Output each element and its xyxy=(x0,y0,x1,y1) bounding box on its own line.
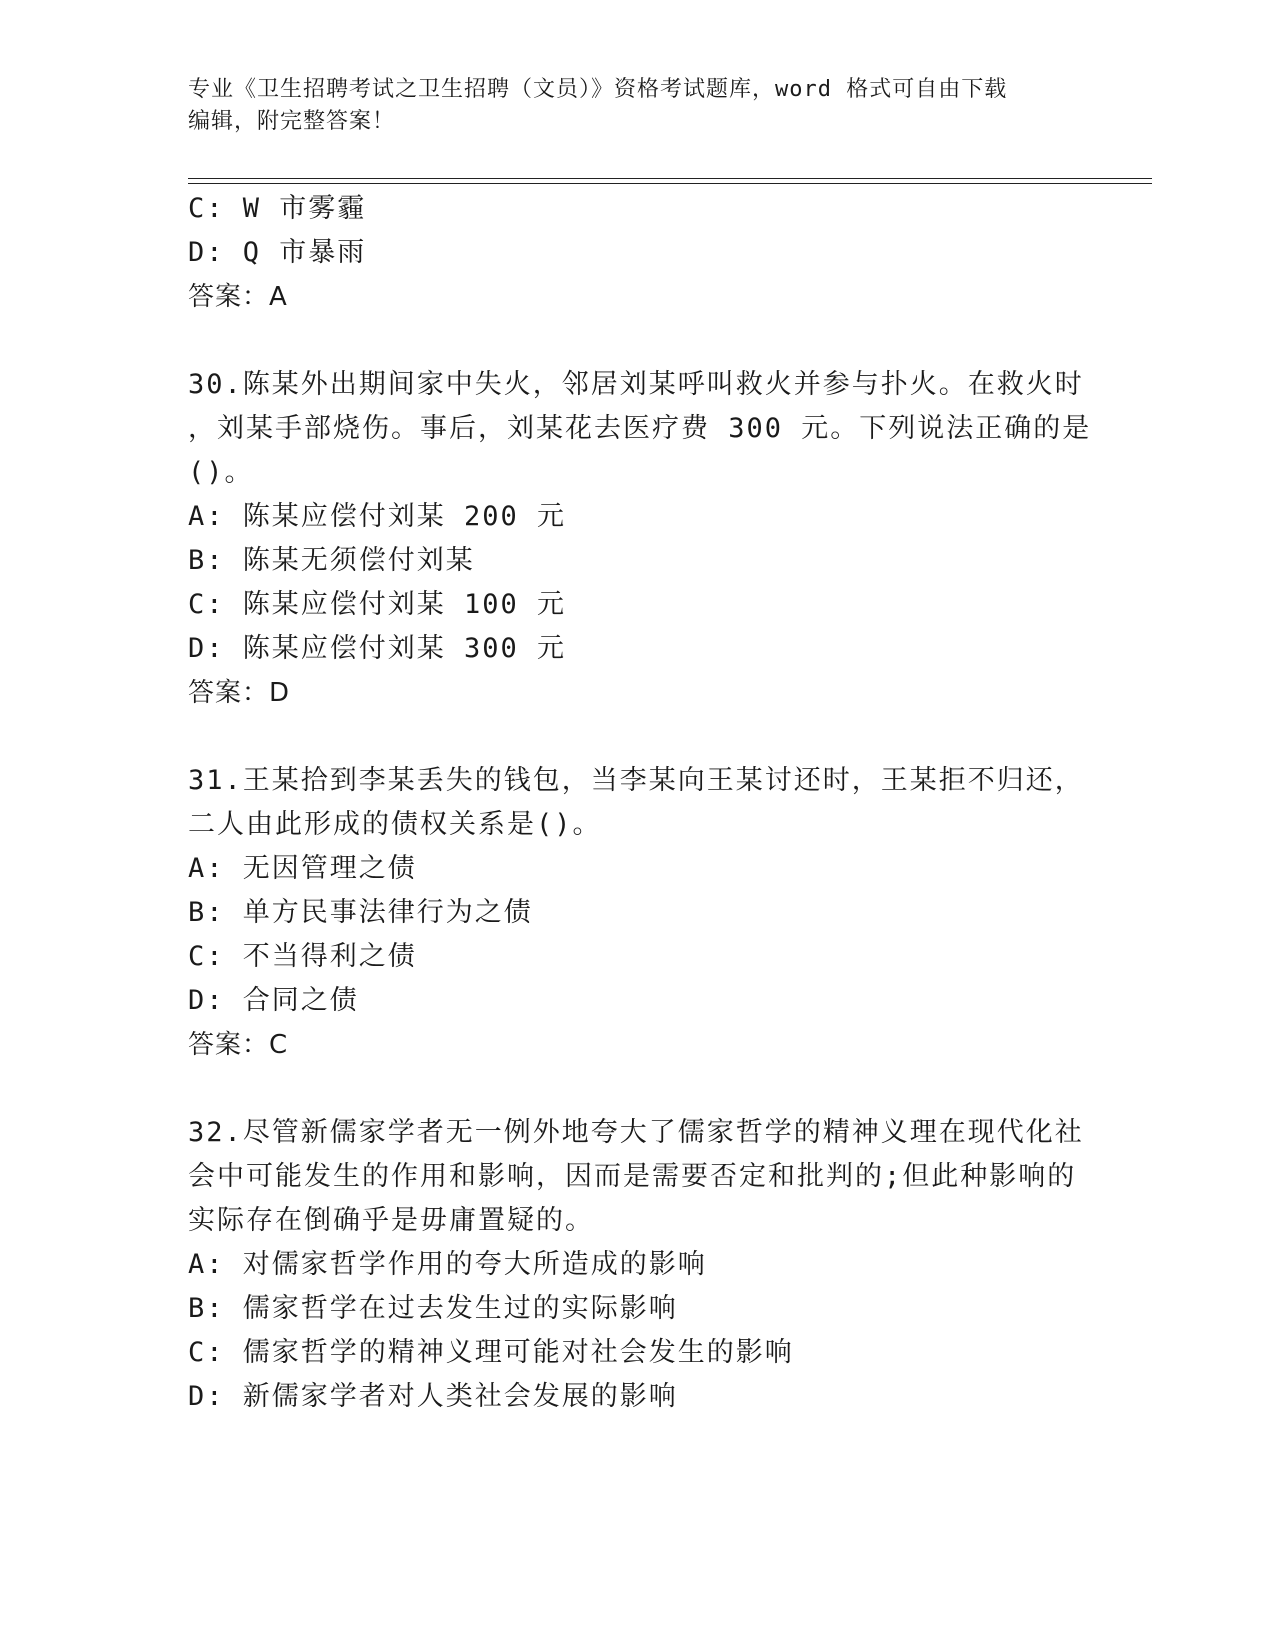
q31-stem-line-1: 31.王某拾到李某丢失的钱包，当李某向王某讨还时，王某拒不归还， xyxy=(188,765,1084,796)
q31-option-d: D: 合同之债 xyxy=(188,985,359,1016)
q31-option-a: A: 无因管理之债 xyxy=(188,853,417,884)
q31-option-b: B: 单方民事法律行为之债 xyxy=(188,897,533,928)
q30-stem-line-2: ，刘某手部烧伤。事后，刘某花去医疗费 300 元。下列说法正确的是 xyxy=(188,413,1092,444)
q30-option-b: B: 陈某无须偿付刘某 xyxy=(188,545,475,576)
q29-option-d: D: Q 市暴雨 xyxy=(188,237,367,268)
header-divider-top xyxy=(188,178,1152,179)
q30-option-a: A: 陈某应偿付刘某 200 元 xyxy=(188,501,567,532)
q32-option-a: A: 对儒家哲学作用的夸大所造成的影响 xyxy=(188,1249,707,1280)
document-header xyxy=(188,74,1088,138)
header-divider-bottom xyxy=(188,183,1152,184)
q29-answer: 答案：A xyxy=(188,282,288,312)
q32-option-b: B: 儒家哲学在过去发生过的实际影响 xyxy=(188,1293,678,1324)
q31-option-c: C: 不当得利之债 xyxy=(188,941,417,972)
q30-option-c: C: 陈某应偿付刘某 100 元 xyxy=(188,589,567,620)
q31-stem-line-2: 二人由此形成的债权关系是()。 xyxy=(188,809,602,840)
q32-stem-line-2: 会中可能发生的作用和影响，因而是需要否定和批判的;但此种影响的 xyxy=(188,1161,1077,1192)
q30-stem-line-3: ()。 xyxy=(188,457,254,488)
q32-option-d: D: 新儒家学者对人类社会发展的影响 xyxy=(188,1381,678,1412)
q30-stem-line-1: 30.陈某外出期间家中失火，邻居刘某呼叫救火并参与扑火。在救火时 xyxy=(188,369,1084,400)
q32-option-c: C: 儒家哲学的精神义理可能对社会发生的影响 xyxy=(188,1337,794,1368)
header-line-1: 专业《卫生招聘考试之卫生招聘（文员）》资格考试题库，word 格式可自由下载 xyxy=(188,77,1008,102)
q32-stem-line-3: 实际存在倒确乎是毋庸置疑的。 xyxy=(188,1205,594,1236)
q30-option-d: D: 陈某应偿付刘某 300 元 xyxy=(188,633,567,664)
header-line-2: 编辑，附完整答案！ xyxy=(188,109,396,134)
q30-answer: 答案：D xyxy=(188,678,291,708)
q29-option-c: C: W 市雾霾 xyxy=(188,193,367,224)
q32-stem-line-1: 32.尽管新儒家学者无一例外地夸大了儒家哲学的精神义理在现代化社 xyxy=(188,1117,1084,1148)
q31-answer: 答案：C xyxy=(188,1030,289,1060)
